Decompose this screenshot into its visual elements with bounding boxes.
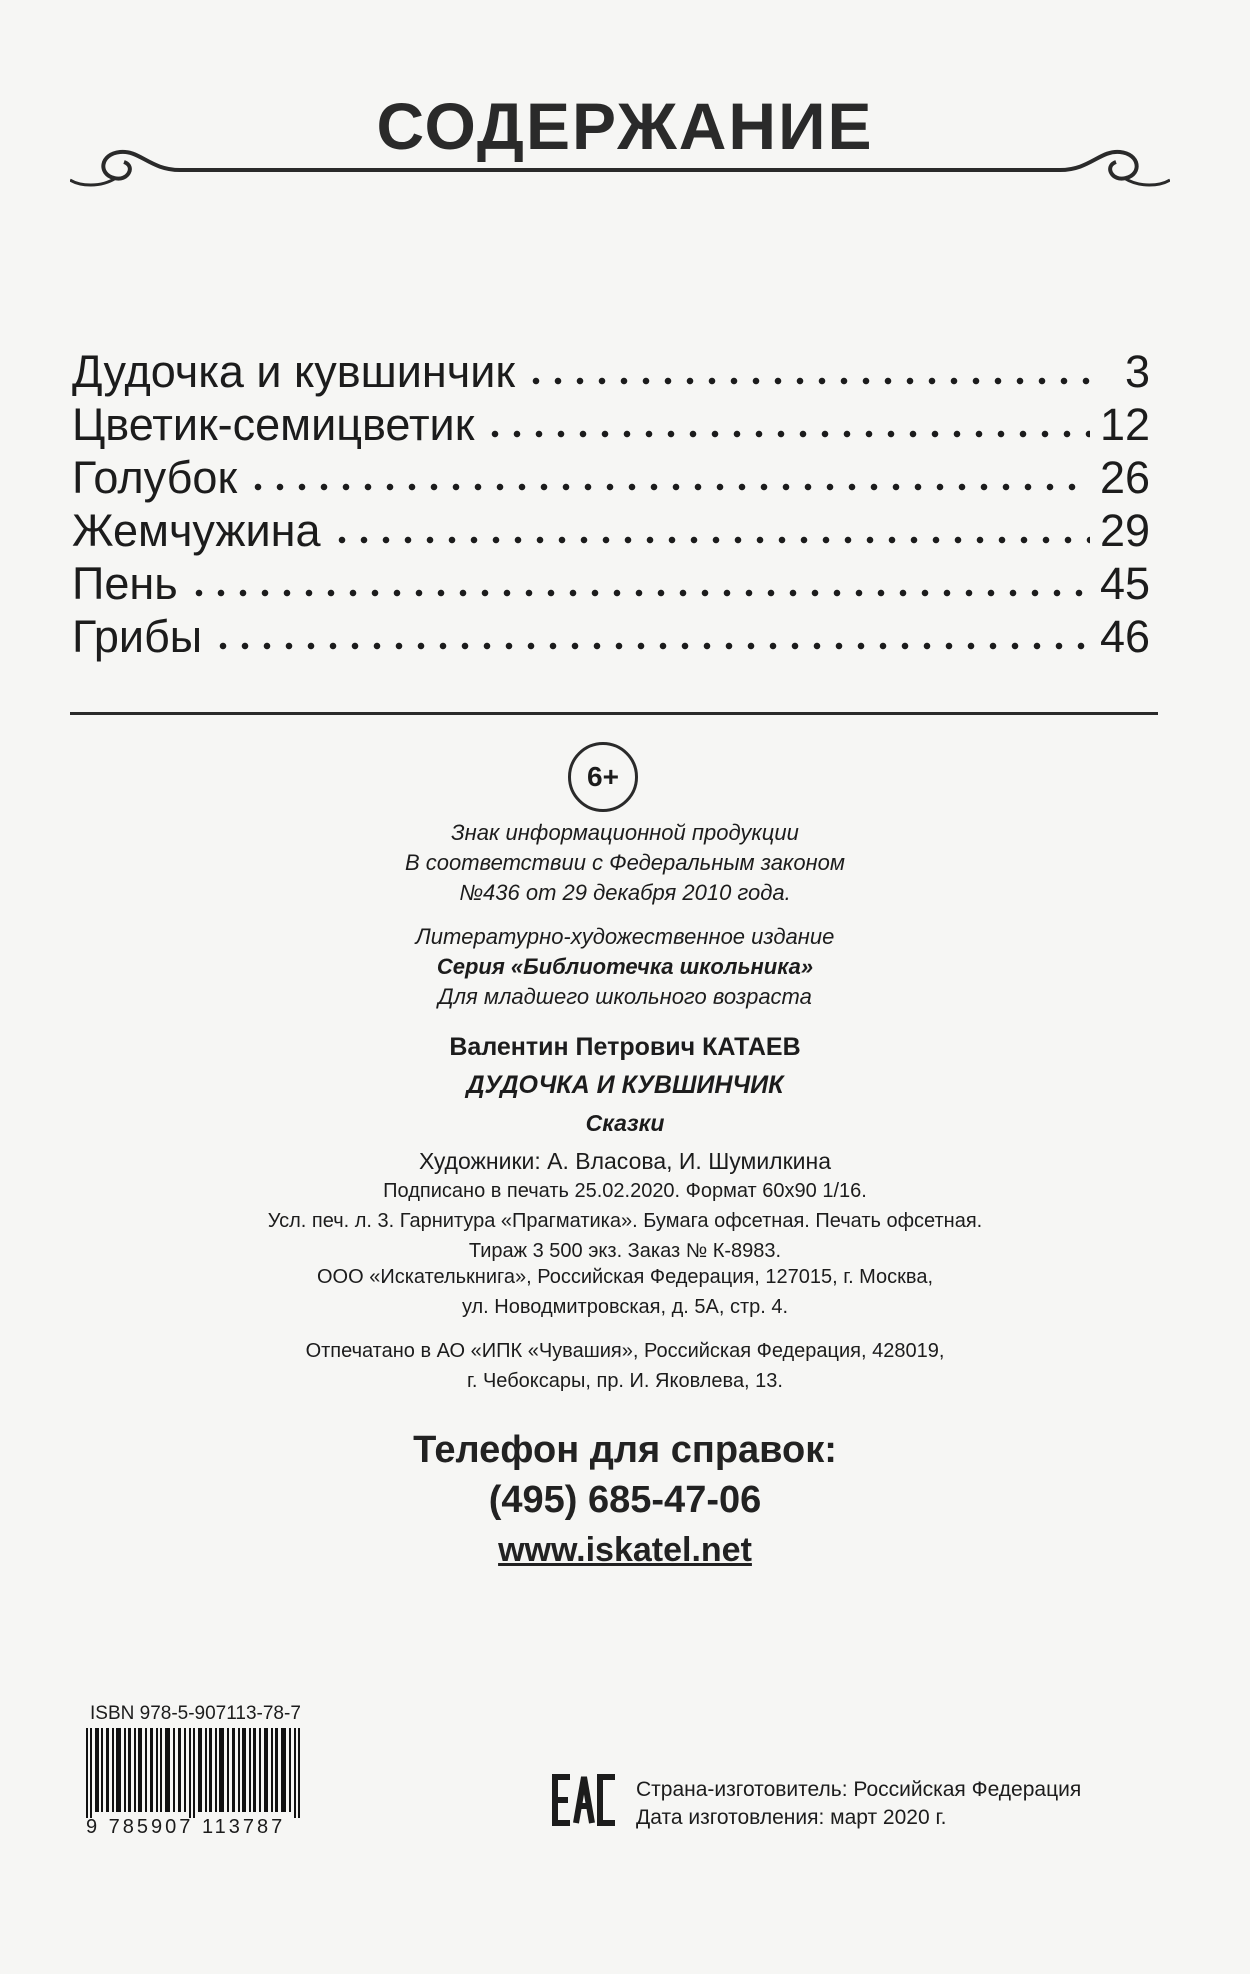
isbn: ISBN 978-5-907113-78-7 xyxy=(90,1703,301,1724)
info-product-notice xyxy=(0,818,1250,908)
series-name: Серия «Библиотечка школьника» xyxy=(436,954,814,979)
audience: Для младшего школьного возраста xyxy=(438,984,812,1009)
toc-leader-dots xyxy=(247,482,1090,492)
divider-line xyxy=(70,712,1158,715)
toc-leader-dots xyxy=(484,429,1090,439)
illustrators: Художники: А. Власова, И. Шумилкина xyxy=(418,1148,832,1174)
website-row xyxy=(0,1524,1250,1576)
ornament-divider xyxy=(70,140,1170,200)
toc-entry[interactable] xyxy=(72,451,1150,504)
toc-entry-title: Грибы xyxy=(72,611,203,662)
info-line: Знак информационной продукции xyxy=(451,820,799,845)
manufacture-date: Дата изготовления: март 2020 г. xyxy=(636,1806,947,1829)
book-title: ДУДОЧКА И КУВШИНЧИК xyxy=(466,1071,784,1099)
printer-info xyxy=(0,1336,1250,1396)
toc-entry-page: 3 xyxy=(1124,346,1150,397)
info-line: №436 от 29 декабря 2010 года. xyxy=(459,880,791,905)
toc-entry[interactable] xyxy=(72,610,1150,663)
manufacturer-info xyxy=(636,1776,1081,1832)
print-details xyxy=(0,1176,1250,1266)
edition-kind: Литературно-художественное издание xyxy=(415,924,835,949)
print-line: Тираж 3 500 экз. Заказ № К-8983. xyxy=(468,1240,782,1262)
website-link[interactable]: www.iskatel.net xyxy=(498,1531,752,1569)
toc-leader-dots xyxy=(331,535,1090,545)
toc-entry[interactable] xyxy=(72,398,1150,451)
toc-entry-page: 45 xyxy=(1099,558,1150,609)
toc-entry-page: 12 xyxy=(1099,399,1150,450)
print-line: Подписано в печать 25.02.2020. Формат 60x90 1/16. xyxy=(383,1180,867,1202)
toc-leader-dots xyxy=(525,376,1090,386)
book-info xyxy=(0,1028,1250,1142)
print-line: Усл. печ. л. 3. Гарнитура «Прагматика». Бумага офсетная. Печать офсетная. xyxy=(267,1210,983,1232)
publisher-line: ООО «Искателькнига», Российская Федерация, 127015, г. Москва, xyxy=(316,1266,934,1288)
toc-entry-title: Дудочка и кувшинчик xyxy=(72,346,516,397)
country-of-origin: Страна-изготовитель: Российская Федерация xyxy=(636,1778,1082,1801)
toc-entry-title: Жемчужина xyxy=(72,505,321,556)
author-name: Валентин Петрович КАТАЕВ xyxy=(449,1033,801,1061)
publisher-info xyxy=(0,1262,1250,1322)
phone-label: Телефон для справок: xyxy=(413,1429,837,1471)
age-rating-badge: 6+ xyxy=(568,742,638,812)
publisher-line: ул. Новодмитровская, д. 5А, стр. 4. xyxy=(461,1296,789,1318)
barcode-number: 9 785907 113787 xyxy=(86,1816,286,1838)
toc-leader-dots xyxy=(212,641,1090,651)
toc-entry[interactable] xyxy=(72,345,1150,398)
toc-entry[interactable] xyxy=(72,557,1150,610)
toc-entry-page: 29 xyxy=(1099,505,1150,556)
barcode xyxy=(86,1728,306,1818)
genre: Сказки xyxy=(585,1110,665,1136)
info-line: В соответствии с Федеральным законом xyxy=(405,850,845,875)
toc-entry-title: Пень xyxy=(72,558,178,609)
toc-entry[interactable] xyxy=(72,504,1150,557)
toc-entry-title: Цветик-семицветик xyxy=(72,399,475,450)
printer-line: Отпечатано в АО «ИПК «Чувашия», Российская Федерация, 428019, xyxy=(305,1340,945,1362)
toc-leader-dots xyxy=(188,588,1090,598)
printer-line: г. Чебоксары, пр. И. Яковлева, 13. xyxy=(467,1370,783,1392)
table-of-contents xyxy=(72,345,1150,663)
toc-entry-title: Голубок xyxy=(72,452,238,503)
page-title: СОДЕРЖАНИЕ xyxy=(376,89,874,163)
toc-entry-page: 46 xyxy=(1099,611,1150,662)
phone-number[interactable]: (495) 685-47-06 xyxy=(488,1479,762,1521)
eac-conformity-icon xyxy=(552,1774,618,1826)
toc-entry-page: 26 xyxy=(1099,452,1150,503)
edition-info xyxy=(0,922,1250,1012)
